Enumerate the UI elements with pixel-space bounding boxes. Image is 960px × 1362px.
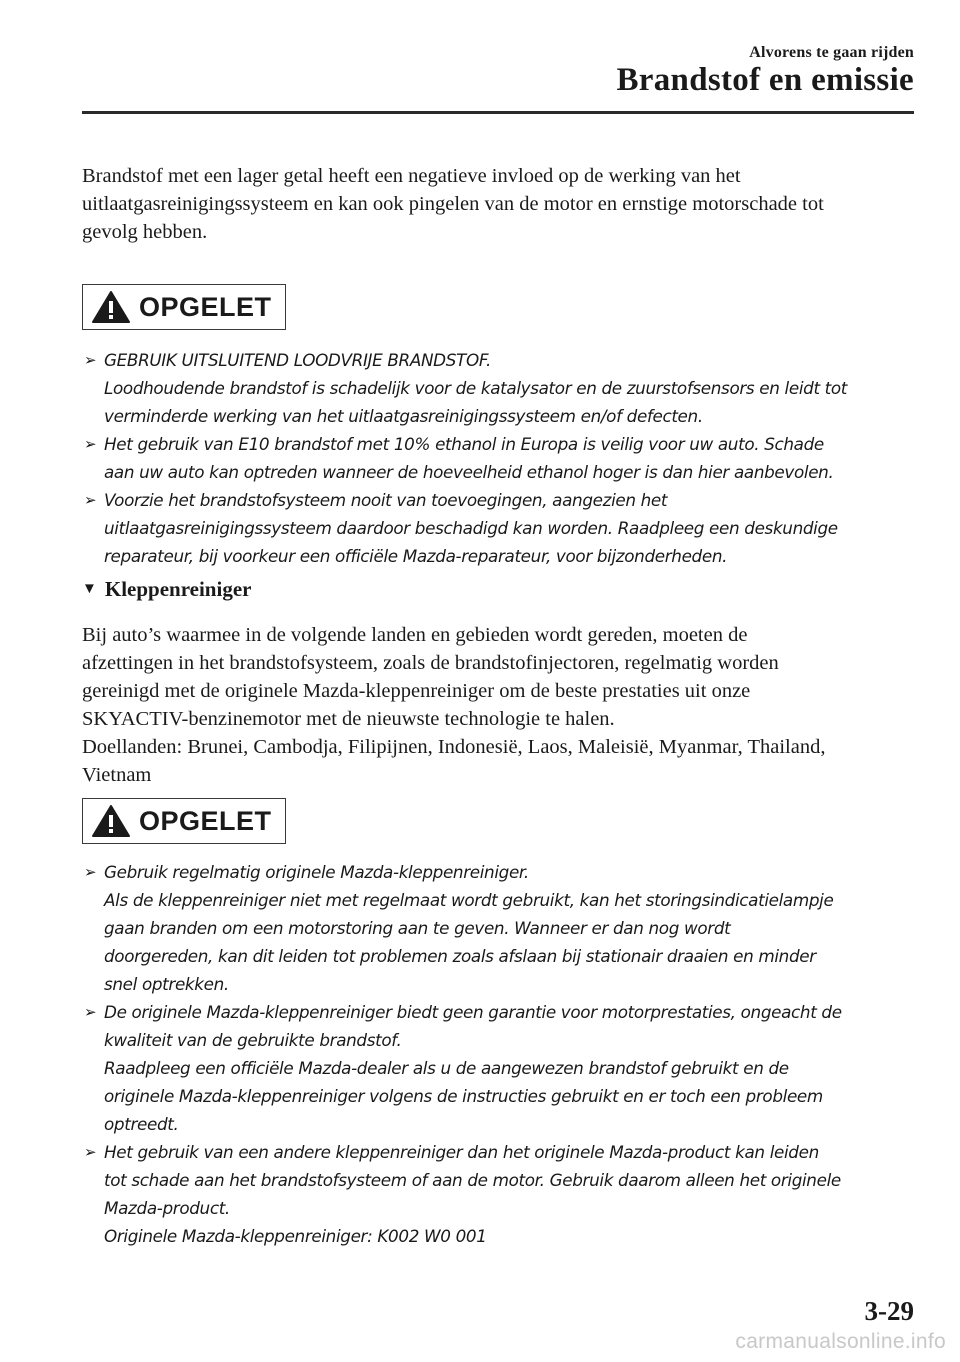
section-heading-text: Kleppenreiniger	[104, 577, 252, 601]
caution-item	[82, 998, 922, 1138]
body-line: Doellanden: Brunei, Cambodja, Filipijnen, Indonesië, Laos, Maleisië, Myanmar, Thailand,	[82, 736, 826, 758]
caution-item-line: Originele Mazda-kleppenreiniger: K002 W0 001	[104, 1226, 487, 1246]
warning-triangle-icon	[91, 804, 131, 838]
caution-item-line: kwaliteit van de gebruikte brandstof.	[104, 1030, 402, 1050]
body-line: afzettingen in het brandstofsysteem, zoals de brandstofinjectoren, regelmatig worden	[82, 652, 779, 674]
body-line: gereinigd met de originele Mazda-kleppenreiniger om de beste prestaties uit onze	[82, 680, 751, 702]
caution-item-line: Voorzie het brandstofsysteem nooit van toevoegingen, aangezien het	[104, 490, 668, 510]
caution-item	[82, 858, 922, 998]
caution-item-line: Raadpleeg een officiële Mazda-dealer als u de aangewezen brandstof gebruikt en de	[104, 1058, 789, 1078]
caution-item-line: doorgereden, kan dit leiden tot problemen zoals afslaan bij stationair draaien en minder	[104, 946, 816, 966]
arrow-bullet-icon: ➢	[84, 435, 97, 453]
caution-item-line: Het gebruik van een andere kleppenreiniger dan het originele Mazda-product kan leiden	[104, 1142, 819, 1162]
triangle-down-icon: ▼	[82, 581, 97, 597]
body-line: SKYACTIV-benzinemotor met de nieuwste technologie te halen.	[82, 708, 615, 730]
caution-item-line: Als de kleppenreiniger niet met regelmaat wordt gebruikt, kan het storingsindicatielampje	[104, 890, 834, 910]
body-line: Bij auto’s waarmee in de volgende landen en gebieden wordt gereden, moeten de	[82, 624, 748, 646]
caution-item-line: uitlaatgasreinigingssysteem daardoor beschadigd kan worden. Raadpleeg een deskundige	[104, 518, 838, 538]
intro-line: uitlaatgasreinigingssysteem en kan ook pingelen van de motor en ernstige motorschade tot	[82, 193, 824, 215]
caution-item-line: tot schade aan het brandstofsysteem of aan de motor. Gebruik daarom alleen het originele	[104, 1170, 841, 1190]
caution-item-line: reparateur, bij voorkeur een officiële Mazda-reparateur, voor bijzonderheden.	[104, 546, 728, 566]
caution-item	[82, 430, 922, 486]
caution-item-line: GEBRUIK UITSLUITEND LOODVRIJE BRANDSTOF.	[104, 350, 491, 370]
page-title: Brandstof en emissie	[616, 62, 914, 98]
section-heading	[82, 577, 251, 602]
caution-item-line: originele Mazda-kleppenreiniger volgens de instructies gebruikt en er toch een probleem	[104, 1086, 823, 1106]
caution-label: OPGELET	[139, 805, 272, 836]
caution-item	[82, 346, 922, 430]
arrow-bullet-icon: ➢	[84, 1003, 97, 1021]
caution-item-line: verminderde werking van het uitlaatgasreinigingssysteem en/of defecten.	[104, 406, 703, 426]
arrow-bullet-icon: ➢	[84, 863, 97, 881]
caution-item-line: Het gebruik van E10 brandstof met 10% ethanol in Europa is veilig voor uw auto. Schade	[104, 434, 824, 454]
intro-line: gevolg hebben.	[82, 221, 208, 243]
caution-item-line: Mazda-product.	[104, 1198, 230, 1218]
caution-item-line: Loodhoudende brandstof is schadelijk voor de katalysator en de zuurstofsensors en leidt tot	[104, 378, 848, 398]
caution-item	[82, 1138, 922, 1250]
intro-line: Brandstof met een lager getal heeft een negatieve invloed op de werking van het	[82, 165, 741, 187]
body-paragraph	[82, 621, 914, 789]
arrow-bullet-icon: ➢	[84, 491, 97, 509]
caution-item-line: snel optrekken.	[104, 974, 229, 994]
caution-label: OPGELET	[139, 291, 272, 322]
body-line: Vietnam	[82, 764, 152, 786]
caution-item	[82, 486, 922, 570]
arrow-bullet-icon: ➢	[84, 1143, 97, 1161]
caution-item-line: De originele Mazda-kleppenreiniger biedt geen garantie voor motorprestaties, ongeacht de	[104, 1002, 842, 1022]
watermark-text: carmanualsonline.info	[735, 1330, 946, 1353]
header-rule	[82, 111, 914, 114]
caution-list	[82, 346, 922, 570]
caution-box	[82, 284, 286, 330]
caution-box	[82, 798, 286, 844]
warning-triangle-icon	[91, 290, 131, 324]
arrow-bullet-icon: ➢	[84, 351, 97, 369]
caution-item-line: gaan branden om een motorstoring aan te geven. Wanneer er dan nog wordt	[104, 918, 731, 938]
caution-item-line: Gebruik regelmatig originele Mazda-kleppenreiniger.	[104, 862, 529, 882]
caution-item-line: aan uw auto kan optreden wanneer de hoeveelheid ethanol hoger is dan hier aanbevolen.	[104, 462, 834, 482]
caution-item-line: optreedt.	[104, 1114, 179, 1134]
intro-paragraph	[82, 162, 914, 246]
header-section-label: Alvorens te gaan rijden	[749, 44, 914, 61]
caution-list	[82, 858, 922, 1250]
page-number: 3-29	[864, 1296, 914, 1326]
